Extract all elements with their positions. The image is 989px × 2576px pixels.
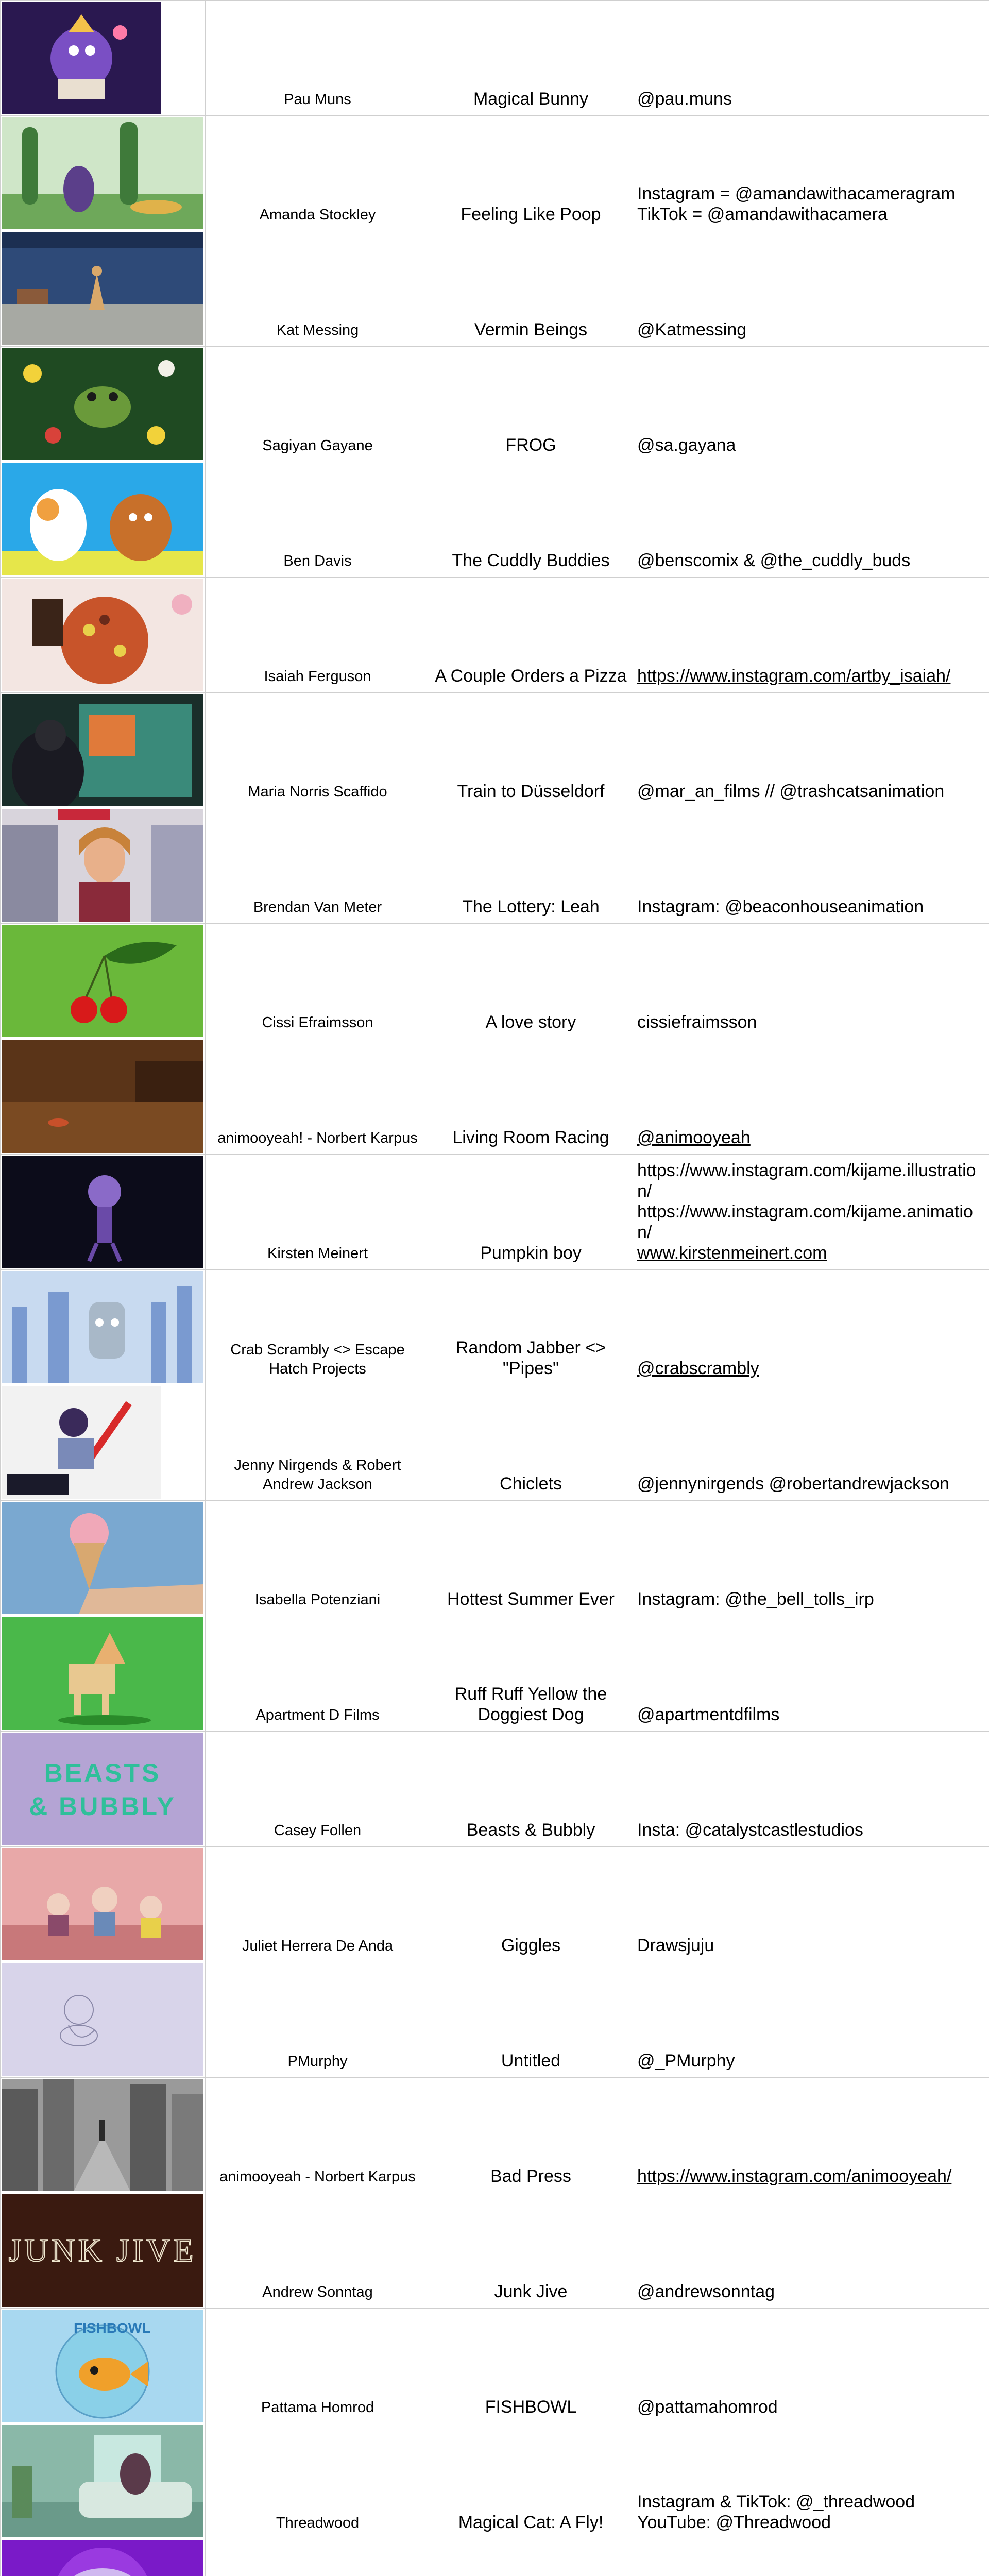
title-cell: Beasts & Bubbly — [430, 1732, 632, 1847]
thumbnail-cell — [1, 1, 206, 116]
fishbowl-thumbnail[interactable] — [2, 2310, 203, 2422]
social-cell — [632, 1, 989, 116]
table-row — [1, 1, 989, 116]
website-link[interactable]: www.kirstenmeinert.com — [637, 1243, 827, 1263]
thumbnail-text: & BUBBLY — [29, 1792, 176, 1821]
table-row — [1, 1501, 989, 1616]
pink-party-thumbnail[interactable] — [2, 1848, 203, 1960]
table-row — [1, 2424, 989, 2539]
thumbnail-cell — [1, 2078, 206, 2193]
thumbnail-cell — [1, 1616, 206, 1732]
artist-cell: Maria Norris Scaffido — [206, 693, 430, 808]
artist-cell: Andrew Sonntag — [206, 2193, 430, 2309]
title-cell: Chiclets — [430, 1385, 632, 1501]
title-cell: Junk Jive — [430, 2193, 632, 2309]
title-cell: Feeling Like Poop — [430, 116, 632, 231]
thumbnail-cell — [1, 116, 206, 231]
artist-cell: Crab Scrambly <> Escape Hatch Projects — [206, 1270, 430, 1385]
social-cell — [632, 1847, 989, 1962]
title-cell: FISHBOWL — [430, 2309, 632, 2424]
thumbnail-cell — [1, 808, 206, 924]
thumbnail-cell — [1, 462, 206, 578]
social-cell — [632, 116, 989, 231]
table-row — [1, 924, 989, 1039]
artist-cell: Pau Muns — [206, 1, 430, 116]
thumbnail-cell — [1, 693, 206, 808]
social-cell — [632, 808, 989, 924]
title-cell: Magical Bunny — [430, 1, 632, 116]
social-handle: Drawsjuju — [637, 1936, 714, 1955]
social-cell — [632, 1962, 989, 2078]
social-cell — [632, 1039, 989, 1155]
store-woman-thumbnail[interactable] — [2, 809, 203, 922]
title-cell: Living Room Racing — [430, 1039, 632, 1155]
social-cell — [632, 1270, 989, 1385]
table-row — [1, 2309, 989, 2424]
artist-cell: Pattama Homrod — [206, 2309, 430, 2424]
thumbnail-cell — [1, 1385, 206, 1501]
artist-cell: Ben Davis — [206, 462, 430, 578]
title-cell: Bad Press — [430, 2078, 632, 2193]
artist-cell: Apartment D Films — [206, 1616, 430, 1732]
social-link[interactable]: @crabscrambly — [637, 1359, 759, 1378]
table-row — [1, 1385, 989, 1501]
table-row — [1, 347, 989, 462]
chiclets-thumbnail[interactable] — [2, 1386, 161, 1499]
artist-cell: animooyeah! - Norbert Karpus — [206, 1039, 430, 1155]
social-handle: @benscomix & @the_cuddly_buds — [637, 551, 911, 570]
thumbnail-cell — [1, 578, 206, 693]
title-cell: Magical Cat: A Fly! — [430, 2424, 632, 2539]
paper-dog-thumbnail[interactable] — [2, 1617, 203, 1730]
title-cell — [430, 2539, 632, 2576]
title-cell: The Cuddly Buddies — [430, 462, 632, 578]
social-handle: @pau.muns — [637, 89, 732, 109]
social-handle: Instagram: @the_bell_tolls_irp — [637, 1589, 874, 1609]
blue-stage-thumbnail[interactable] — [2, 232, 203, 345]
social-handle: @sa.gayana — [637, 435, 736, 455]
thumbnail-cell — [1, 231, 206, 347]
thumbnail-cell — [1, 2424, 206, 2539]
thumbnail-text: BEASTS — [44, 1758, 161, 1787]
social-handle: @jennynirgends @robertandrewjackson — [637, 1474, 949, 1494]
purple-eye-thumbnail[interactable] — [2, 2540, 203, 2576]
social-cell — [632, 1501, 989, 1616]
artist-cell: Kirsten Meinert — [206, 1155, 430, 1270]
social-cell — [632, 1385, 989, 1501]
social-handle: Insta: @catalystcastlestudios — [637, 1820, 863, 1840]
title-cell: A love story — [430, 924, 632, 1039]
social-handle: https://www.instagram.com/kijame.illustration/ — [637, 1161, 976, 1201]
social-handle: cissiefraimsson — [637, 1012, 757, 1032]
table-row — [1, 1270, 989, 1385]
table-row — [1, 1155, 989, 1270]
artist-cell: animooyeah - Norbert Karpus — [206, 2078, 430, 2193]
table-row — [1, 231, 989, 347]
title-cell: Ruff Ruff Yellow the Doggiest Dog — [430, 1616, 632, 1732]
artist-cell: Kat Messing — [206, 231, 430, 347]
thumbnail-cell — [1, 1039, 206, 1155]
thumbnail-text: JUNK JIVE — [8, 2232, 197, 2268]
thumbnail-cell — [1, 1732, 206, 1847]
table-row — [1, 808, 989, 924]
thumbnail-cell — [1, 1501, 206, 1616]
table-row — [1, 462, 989, 578]
thumbnail-cell — [1, 2539, 206, 2576]
social-cell — [632, 347, 989, 462]
table-row — [1, 693, 989, 808]
thumbnail-cell — [1, 1270, 206, 1385]
social-cell — [632, 924, 989, 1039]
purple-monster-thumbnail[interactable] — [2, 2, 161, 114]
table-row — [1, 2078, 989, 2193]
table-row — [1, 1616, 989, 1732]
thumbnail-cell — [1, 924, 206, 1039]
social-handle: TikTok = @amandawithacamera — [637, 205, 888, 224]
artist-cell: Brendan Van Meter — [206, 808, 430, 924]
artist-cell: PMurphy — [206, 1962, 430, 2078]
social-cell — [632, 2078, 989, 2193]
artist-cell: Isaiah Ferguson — [206, 578, 430, 693]
social-cell — [632, 693, 989, 808]
social-cell — [632, 1616, 989, 1732]
social-cell — [632, 2193, 989, 2309]
cartoon-buddies-thumbnail[interactable] — [2, 463, 203, 575]
social-cell — [632, 2539, 989, 2576]
green-figures-thumbnail[interactable] — [2, 117, 203, 229]
table-row — [1, 2539, 989, 2576]
title-cell: Untitled — [430, 1962, 632, 2078]
social-handle: @pattamahomrod — [637, 2397, 778, 2417]
social-cell — [632, 462, 989, 578]
title-cell: Train to Düsseldorf — [430, 693, 632, 808]
social-cell — [632, 2424, 989, 2539]
social-handle: @_PMurphy — [637, 2051, 735, 2071]
thumbnail-cell — [1, 1155, 206, 1270]
beasts-bubbly-thumbnail[interactable] — [2, 1733, 203, 1845]
social-handle: @mar_an_films // @trashcatsanimation — [637, 782, 945, 801]
social-cell — [632, 578, 989, 693]
ice-cream-thumbnail[interactable] — [2, 1502, 203, 1614]
title-cell: Hottest Summer Ever — [430, 1501, 632, 1616]
city-street-thumbnail[interactable] — [2, 2079, 203, 2191]
artist-cell: Sagiyan Gayane — [206, 347, 430, 462]
title-cell: Giggles — [430, 1847, 632, 1962]
table-row — [1, 116, 989, 231]
social-link[interactable]: https://www.instagram.com/animooyeah/ — [637, 2166, 952, 2186]
social-handle: Instagram & TikTok: @_threadwood — [637, 2492, 915, 2512]
social-cell — [632, 1155, 989, 1270]
social-cell — [632, 231, 989, 347]
artist-cell: Jenny Nirgends & Robert Andrew Jackson — [206, 1385, 430, 1501]
social-handle: @Katmessing — [637, 320, 747, 340]
artist-cell: Amanda Stockley — [206, 116, 430, 231]
junk-jive-thumbnail[interactable] — [2, 2194, 203, 2307]
carpet-racing-thumbnail[interactable] — [2, 1040, 203, 1153]
thumbnail-cell — [1, 2193, 206, 2309]
artist-cell: Juliet Herrera De Anda — [206, 1847, 430, 1962]
table-row — [1, 1732, 989, 1847]
table-row — [1, 2193, 989, 2309]
thumbnail-cell — [1, 2309, 206, 2424]
thumbnail-text: FISHBOWL — [74, 2320, 151, 2336]
social-link[interactable]: @animooyeah — [637, 1128, 751, 1147]
thumbnail-cell — [1, 1847, 206, 1962]
pipes-thumbnail[interactable] — [2, 1271, 203, 1383]
cat-room-thumbnail[interactable] — [2, 2425, 203, 2537]
social-link[interactable]: https://www.instagram.com/artby_isaiah/ — [637, 666, 951, 686]
thumbnail-cell — [1, 1962, 206, 2078]
thumbnail-cell — [1, 347, 206, 462]
title-cell: Random Jabber <> "Pipes" — [430, 1270, 632, 1385]
title-cell: A Couple Orders a Pizza — [430, 578, 632, 693]
pizza-thumbnail[interactable] — [2, 579, 203, 691]
table-row — [1, 578, 989, 693]
title-cell: FROG — [430, 347, 632, 462]
artist-cell: Isabella Potenziani — [206, 1501, 430, 1616]
social-handle: YouTube: @Threadwood — [637, 2513, 831, 2532]
train-window-thumbnail[interactable] — [2, 694, 203, 806]
artist-cell — [206, 2539, 430, 2576]
table-row — [1, 1847, 989, 1962]
social-handle: @andrewsonntag — [637, 2282, 775, 2301]
social-handle: Instagram = @amandawithacameragram — [637, 184, 956, 204]
title-cell: Vermin Beings — [430, 231, 632, 347]
artist-cell: Casey Follen — [206, 1732, 430, 1847]
social-cell — [632, 1732, 989, 1847]
social-cell — [632, 2309, 989, 2424]
social-handle: https://www.instagram.com/kijame.animation/ — [637, 1202, 973, 1242]
table-body — [1, 1, 989, 2576]
frog-flowers-thumbnail[interactable] — [2, 348, 203, 460]
social-handle: @apartmentdfilms — [637, 1705, 780, 1724]
table-row — [1, 1962, 989, 2078]
title-cell: Pumpkin boy — [430, 1155, 632, 1270]
pumpkin-boy-thumbnail[interactable] — [2, 1156, 203, 1268]
social-handle: Instagram: @beaconhouseanimation — [637, 897, 924, 917]
table-row — [1, 1039, 989, 1155]
title-cell: The Lottery: Leah — [430, 808, 632, 924]
lavender-sketch-thumbnail[interactable] — [2, 1963, 203, 2076]
artist-cell: Cissi Efraimsson — [206, 924, 430, 1039]
artist-cell: Threadwood — [206, 2424, 430, 2539]
cherries-thumbnail[interactable] — [2, 925, 203, 1037]
